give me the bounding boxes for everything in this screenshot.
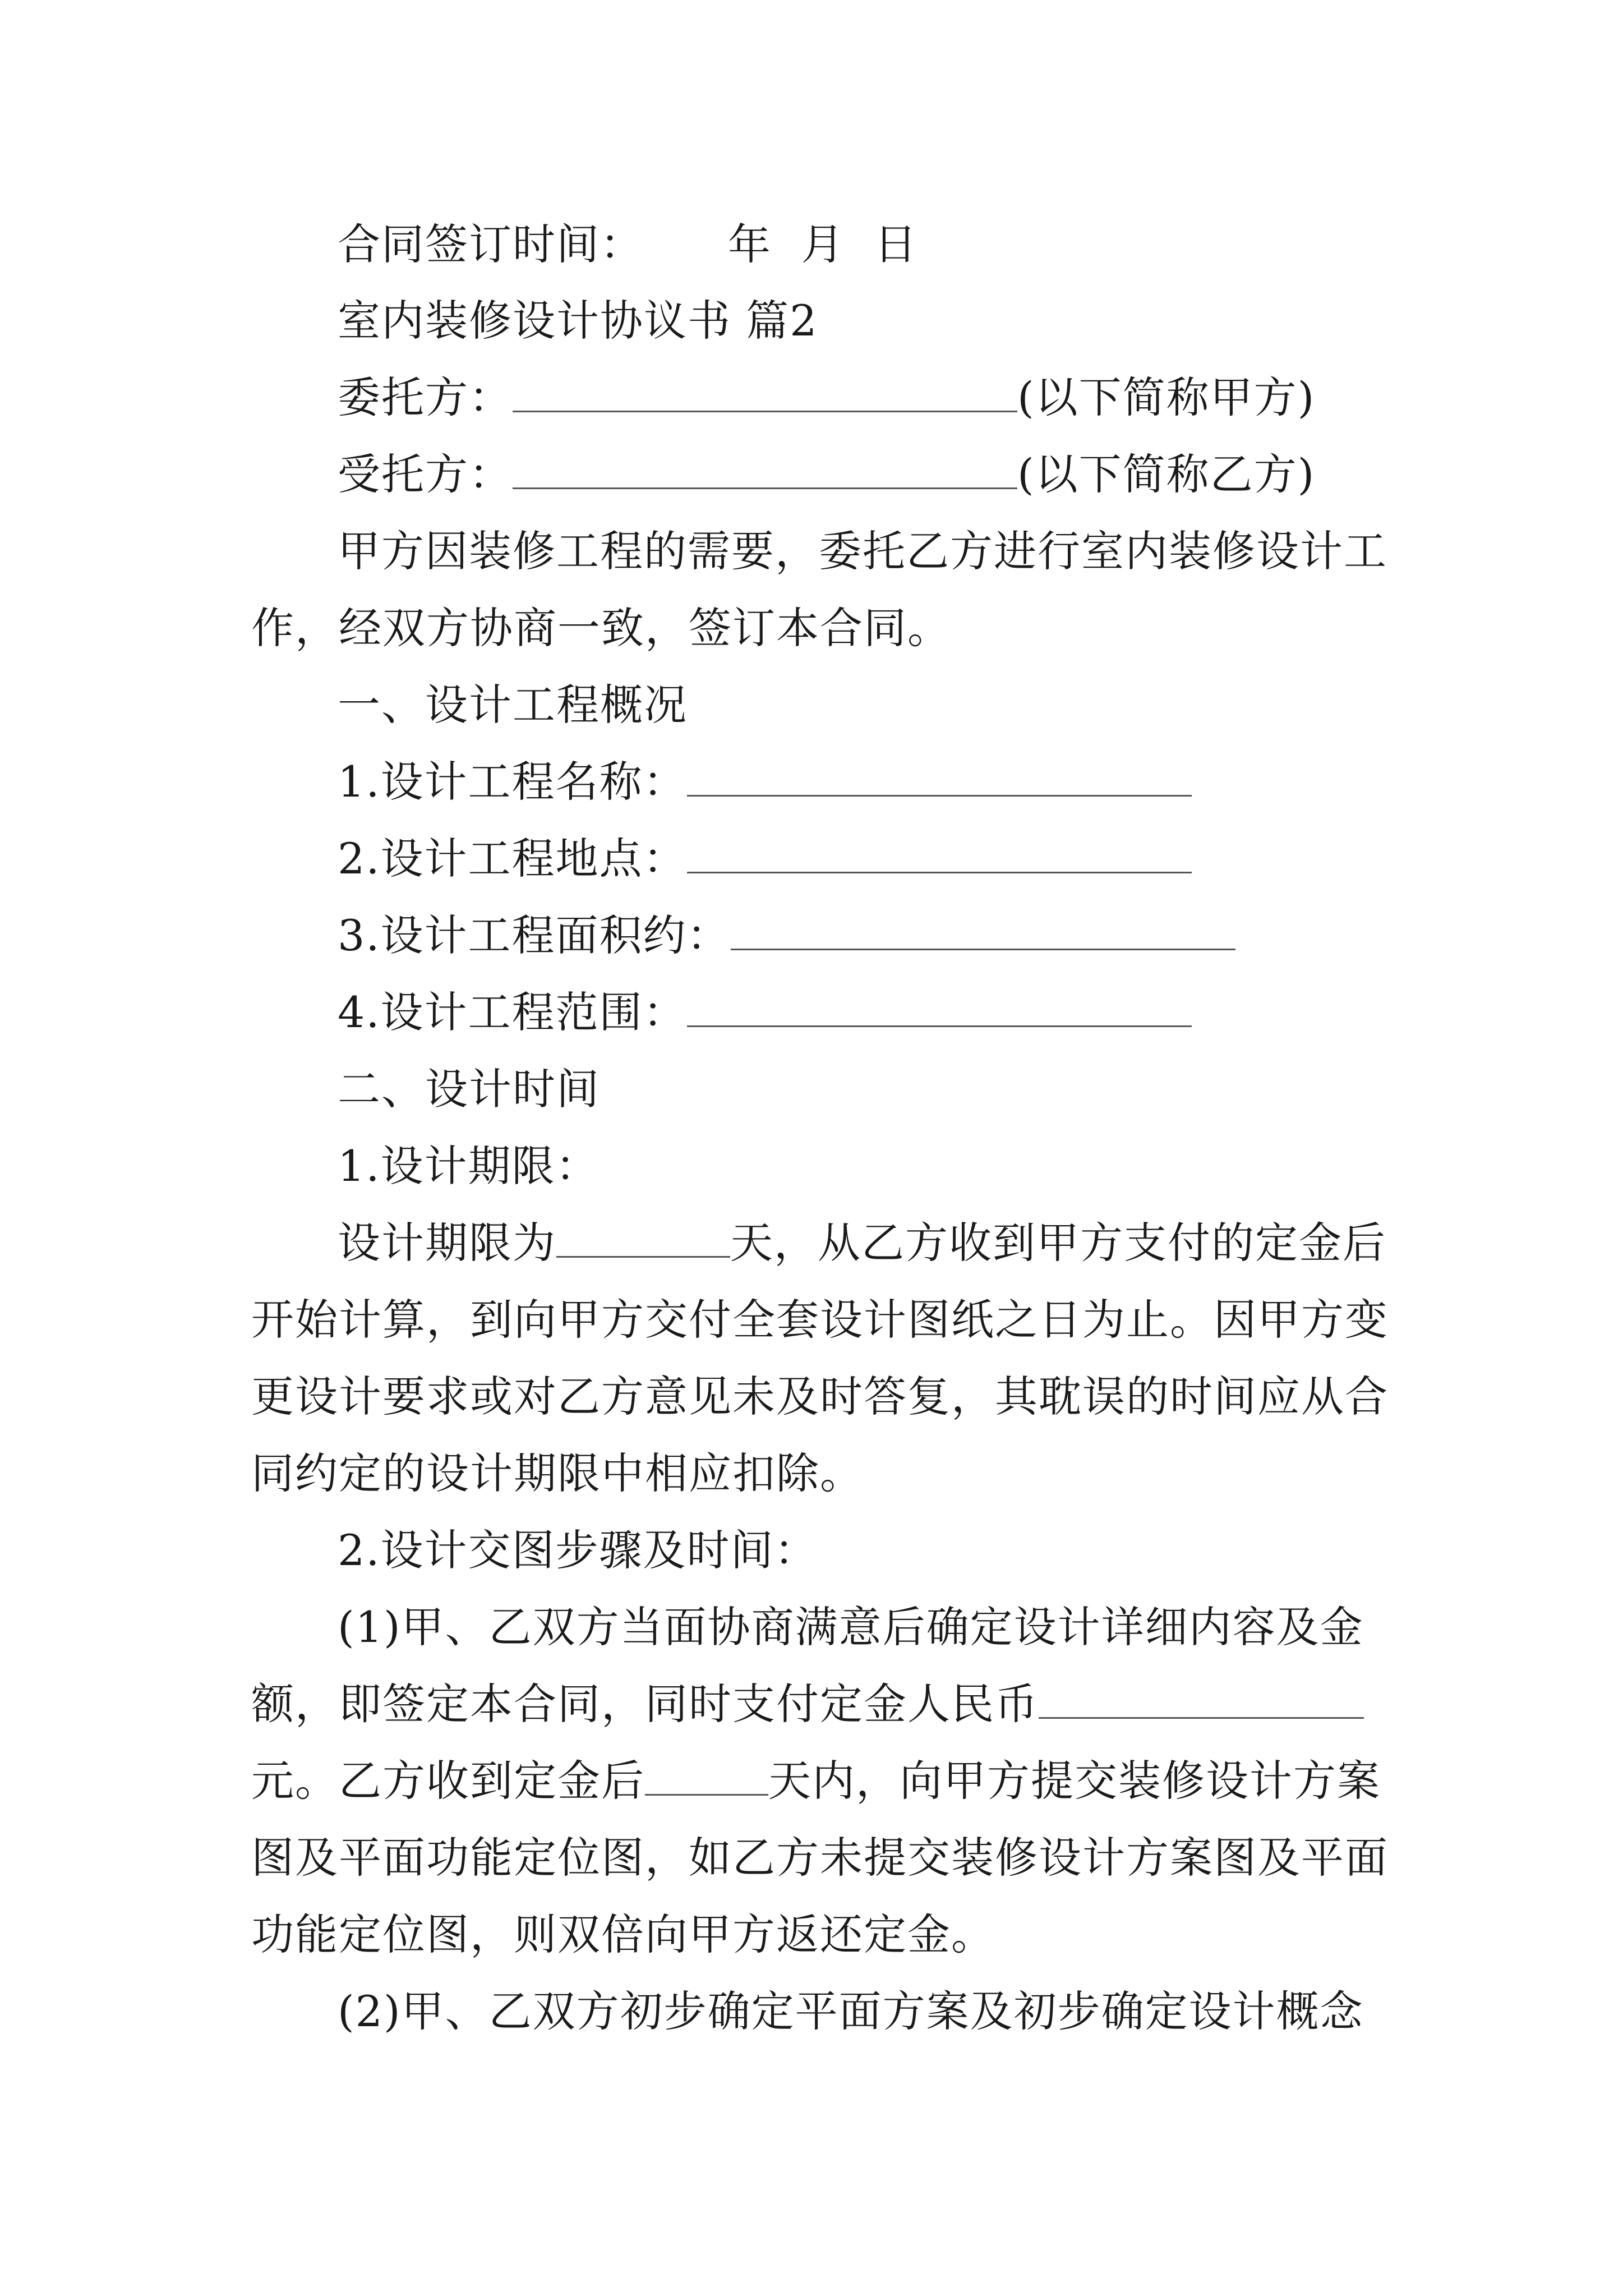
section1-item-2	[338, 834, 1192, 884]
client-label: 委托方：	[338, 372, 513, 422]
project-location-label: 2.设计工程地点：	[338, 834, 687, 884]
signing-time-label: 合同签订时间：	[338, 219, 644, 269]
step1-line-3	[251, 1756, 1381, 1806]
client-line	[338, 372, 1316, 422]
section1-item-4	[338, 987, 1192, 1037]
signing-date-placeholder: 年 月 日	[728, 219, 918, 269]
contractor-line	[338, 449, 1316, 499]
period-line-1	[338, 1218, 1386, 1268]
project-name-label: 1.设计工程名称：	[338, 757, 687, 807]
signing-time-line	[338, 219, 918, 269]
step1-line-4: 图及平面功能定位图，如乙方未提交装修设计方案图及平面	[251, 1833, 1389, 1883]
submission-days-blank[interactable]	[645, 1760, 768, 1796]
period-days-blank[interactable]	[556, 1222, 730, 1258]
section1-item-1	[338, 757, 1192, 807]
client-name-blank[interactable]	[513, 377, 1017, 412]
project-area-label: 3.设计工程面积约：	[338, 910, 731, 960]
period-prefix: 设计期限为	[338, 1218, 556, 1268]
period-line-3: 更设计要求或对乙方意见未及时答复，其耽误的时间应从合	[251, 1372, 1389, 1421]
project-scope-label: 4.设计工程范围：	[338, 987, 687, 1037]
intro-line-1: 甲方因装修工程的需要，委托乙方进行室内装修设计工	[338, 526, 1387, 576]
period-line-2: 开始计算，到向甲方交付全套设计图纸之日为止。因甲方变	[251, 1295, 1389, 1345]
deposit-amount-blank[interactable]	[1039, 1683, 1364, 1719]
section2-item1-title: 1.设计期限：	[338, 1141, 600, 1191]
contractor-label: 受托方：	[338, 449, 513, 499]
section1-heading: 一、设计工程概况	[338, 680, 688, 730]
step1-line-1: (1)甲、乙双方当面协商满意后确定设计详细内容及金	[338, 1602, 1364, 1652]
deposit-text: 额，即签定本合同，同时支付定金人民币	[251, 1679, 1039, 1729]
deposit-received-prefix: 元。乙方收到定金后	[251, 1756, 645, 1806]
project-name-blank[interactable]	[687, 761, 1192, 797]
project-scope-blank[interactable]	[687, 992, 1192, 1027]
section2-item2-title: 2.设计交图步骤及时间：	[338, 1525, 818, 1575]
document-title: 室内装修设计协议书 篇2	[338, 296, 818, 346]
period-line-4: 同约定的设计期限中相应扣除。	[251, 1448, 864, 1498]
section1-item-3	[338, 910, 1235, 960]
contractor-suffix: (以下简称乙方)	[1017, 449, 1316, 499]
client-suffix: (以下简称甲方)	[1017, 372, 1316, 422]
intro-line-2: 作，经双方协商一致，签订本合同。	[251, 603, 951, 653]
deposit-received-suffix: 天内，向甲方提交装修设计方案	[768, 1756, 1381, 1806]
project-area-blank[interactable]	[731, 915, 1235, 950]
contractor-name-blank[interactable]	[513, 454, 1017, 489]
period-suffix: 天，从乙方收到甲方支付的定金后	[730, 1218, 1386, 1268]
project-location-blank[interactable]	[687, 838, 1192, 873]
step2-line-1: (2)甲、乙双方初步确定平面方案及初步确定设计概念	[338, 1986, 1364, 2036]
step1-line-2	[251, 1679, 1364, 1729]
section2-heading: 二、设计时间	[338, 1064, 600, 1114]
step1-line-5: 功能定位图，则双倍向甲方返还定金。	[251, 1910, 995, 1959]
